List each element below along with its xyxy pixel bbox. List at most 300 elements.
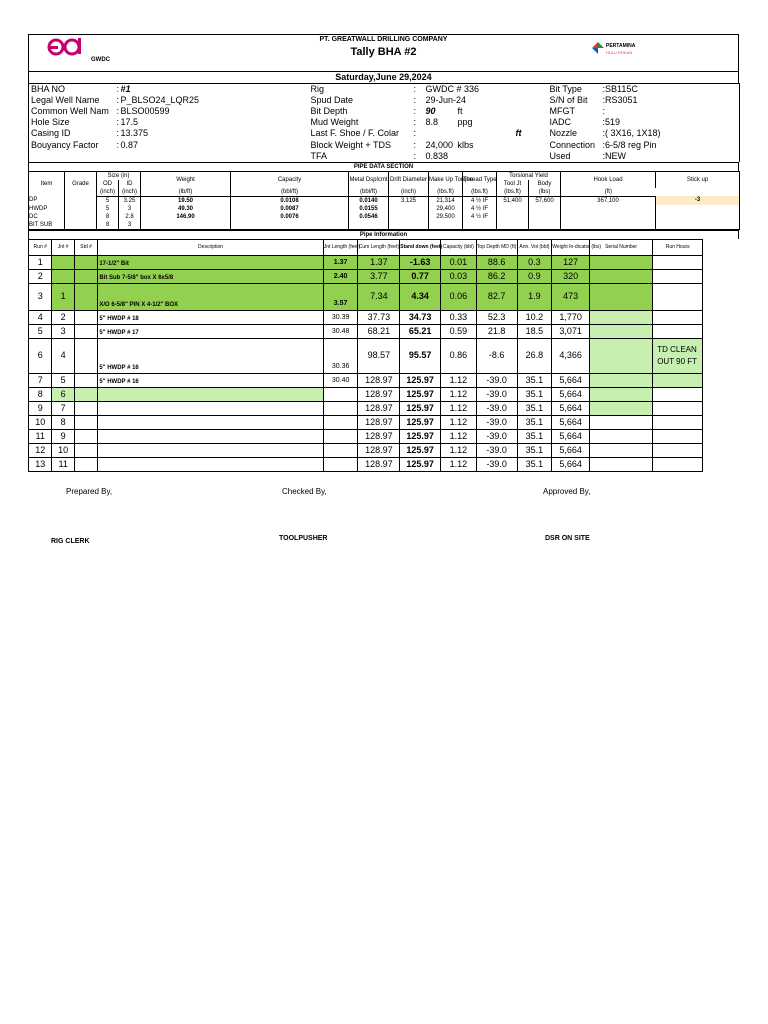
tally-header-cell: Capacity (bbl) xyxy=(441,239,477,255)
pipe-data-cell: 0.0076 xyxy=(231,213,349,221)
tally-cell: 0.59 xyxy=(441,324,477,338)
dsr-label: DSR ON SITE xyxy=(545,535,590,542)
pipe-header-cell: Item xyxy=(29,171,65,196)
tally-row xyxy=(29,283,739,310)
tally-cell: 18.5 xyxy=(517,324,552,338)
info-cell: 90 xyxy=(425,106,436,117)
tally-cell: 125.97 xyxy=(400,415,441,429)
info-cell xyxy=(29,151,115,162)
pipe-data-cell: 8 xyxy=(97,221,119,230)
tally-row xyxy=(29,255,739,269)
pipe-data-table xyxy=(28,171,740,230)
pipe-data-cell xyxy=(389,221,429,230)
tally-cell: 0.9 xyxy=(517,269,552,283)
info-cell: : xyxy=(413,84,417,95)
info-row xyxy=(29,95,740,106)
tally-cell: 35.1 xyxy=(517,429,552,443)
tally-cell: -1.63 xyxy=(400,255,441,269)
tally-cell: 52.3 xyxy=(476,310,517,324)
tally-cell: 320 xyxy=(552,269,590,283)
tally-cell: 82.7 xyxy=(476,283,517,310)
tally-cell: X/O 6-5/8" PIN X 4-1/2" BOX xyxy=(98,283,323,310)
tally-cell: 128.97 xyxy=(358,387,400,401)
tally-cell: 0.06 xyxy=(441,283,477,310)
pipe-data-row xyxy=(29,196,740,205)
info-cell: : xyxy=(116,95,120,106)
pipe-data-cell: DP xyxy=(29,196,65,205)
pipe-data-cell: 3 xyxy=(119,205,141,213)
tally-cell: 1,770 xyxy=(552,310,590,324)
tally-row xyxy=(29,415,739,429)
tally-header-cell: Jnt # xyxy=(52,239,74,255)
tally-row xyxy=(29,373,739,387)
serial-number-cell xyxy=(589,429,652,443)
info-cell: : xyxy=(116,84,120,95)
tally-row xyxy=(29,338,739,373)
tally-cell: 125.97 xyxy=(400,443,441,457)
info-cell: Bouyancy Factor xyxy=(31,139,99,150)
tally-cell: 8 xyxy=(52,415,74,429)
tally-cell: 127 xyxy=(552,255,590,269)
info-cell xyxy=(119,151,309,162)
pertamina-sub: HULU ROKAN xyxy=(606,50,633,55)
sheet-title: Tally BHA #2 xyxy=(350,46,417,58)
tally-cell: 10 xyxy=(29,415,52,429)
run-hours-cell xyxy=(653,269,703,283)
serial-number-cell xyxy=(589,387,652,401)
pipe-data-cell: 21,314 xyxy=(429,196,463,205)
serial-number-cell xyxy=(589,310,652,324)
tally-header-cell: Top Depth MD (ft) xyxy=(476,239,517,255)
pipe-unit-cell: (lbs) xyxy=(529,188,561,197)
info-cell: Last F. Shoe / F. Colar xyxy=(310,128,400,139)
info-cell: 24,000 xyxy=(425,139,454,150)
pipe-data-cell: HWDP xyxy=(29,205,65,213)
pipe-unit-cell: (lbs.ft) xyxy=(497,188,529,197)
info-row xyxy=(29,106,740,117)
tally-cell: 473 xyxy=(552,283,590,310)
run-hours-cell xyxy=(653,373,703,387)
info-cell: Nozzle xyxy=(549,128,578,139)
tally-cell xyxy=(98,387,323,401)
info-cell: ft xyxy=(457,106,463,117)
pipe-data-cell: 3.25 xyxy=(119,196,141,205)
tally-cell: 98.57 xyxy=(358,338,400,373)
pipe-header-cell: Stick up xyxy=(656,171,740,188)
tally-cell: 3.77 xyxy=(358,269,400,283)
pipe-data-cell xyxy=(231,221,349,230)
tally-cell: 125.97 xyxy=(400,401,441,415)
pipe-unit-cell: (inch) xyxy=(119,188,141,197)
tally-cell xyxy=(74,310,97,324)
serial-number-cell xyxy=(589,401,652,415)
tally-cell: 17-1/2" Bit xyxy=(98,255,323,269)
bha-info-table xyxy=(28,83,740,162)
pipe-header-row xyxy=(29,171,740,180)
pipe-data-cell: 367,100 xyxy=(561,196,656,205)
info-cell: :RS3051 xyxy=(602,95,638,106)
tally-cell: 128.97 xyxy=(358,415,400,429)
serial-number-cell xyxy=(589,457,652,471)
tally-cell: 10.2 xyxy=(517,310,552,324)
pipe-subheader-cell: Tool Jt xyxy=(497,180,529,188)
tally-cell xyxy=(74,283,97,310)
sheet-header xyxy=(28,34,739,71)
tally-cell: 5" HWDP # 16 xyxy=(98,373,323,387)
tally-cell: 35.1 xyxy=(517,373,552,387)
pipe-subheader-cell: Body xyxy=(529,180,561,188)
serial-number-cell xyxy=(589,415,652,429)
tally-cell: 7 xyxy=(29,373,52,387)
tally-cell: 5,664 xyxy=(552,415,590,429)
pipe-data-cell: DC xyxy=(29,213,65,221)
info-cell: :( 3X16, 1X18) xyxy=(602,128,661,139)
pipe-data-cell: 5 xyxy=(97,196,119,205)
info-cell: 0.838 xyxy=(425,150,449,161)
tally-cell xyxy=(74,457,97,471)
tally-cell xyxy=(98,457,323,471)
tally-header-cell: Weight In-dicator (lbs) xyxy=(552,239,590,255)
pipe-header-cell: Make Up Torque xyxy=(429,171,463,188)
tally-cell: 12 xyxy=(29,443,52,457)
pipe-data-cell: 4 ½ IF xyxy=(463,205,497,213)
tally-header-cell: Run # xyxy=(29,239,52,255)
pipe-data-cell xyxy=(497,221,529,230)
run-hours-cell xyxy=(653,415,703,429)
tally-cell xyxy=(74,443,97,457)
pipe-data-cell xyxy=(561,213,656,221)
info-cell: : xyxy=(116,139,120,150)
pipe-data-cell xyxy=(656,205,740,213)
info-cell: 0.87 xyxy=(120,139,139,150)
tally-cell: 7 xyxy=(52,401,74,415)
info-cell: Hole Size xyxy=(31,117,70,128)
tally-cell: 3.57 xyxy=(323,283,358,310)
pipe-data-cell xyxy=(349,221,389,230)
tally-cell xyxy=(323,443,358,457)
run-hours-cell xyxy=(653,457,703,471)
pipe-data-cell xyxy=(65,196,97,205)
pipe-data-cell xyxy=(141,221,231,230)
tally-row xyxy=(29,269,739,283)
pipe-data-row xyxy=(29,213,740,221)
info-cell: Casing ID xyxy=(31,128,71,139)
tally-cell: 3,071 xyxy=(552,324,590,338)
pipe-data-cell: 29,400 xyxy=(429,205,463,213)
pipe-data-cell: 0.0087 xyxy=(231,205,349,213)
tally-cell: 11 xyxy=(29,429,52,443)
pipe-unit-cell: (lbs.ft) xyxy=(429,188,463,197)
pipe-header-cell: Weight xyxy=(141,171,231,188)
tally-row xyxy=(29,324,739,338)
tally-cell: 6 xyxy=(29,338,52,373)
pipe-data-cell xyxy=(529,221,561,230)
tally-cell: 0.86 xyxy=(441,338,477,373)
serial-number-cell xyxy=(589,338,652,373)
pipe-header-cell: Size (in) xyxy=(97,171,141,180)
tally-cell: 26.8 xyxy=(517,338,552,373)
info-row xyxy=(29,151,740,162)
tally-header-cell: Ann. Vol (bbl) xyxy=(517,239,552,255)
pipe-data-cell: -3 xyxy=(656,196,740,205)
info-cell: 29-Jun-24 xyxy=(425,95,467,106)
info-cell: Spud Date xyxy=(310,95,354,106)
info-cell: : xyxy=(413,95,417,106)
tally-header-row xyxy=(29,239,739,255)
pipe-data-cell xyxy=(656,213,740,221)
run-hours-cell xyxy=(653,429,703,443)
tally-cell: 3 xyxy=(52,324,74,338)
tally-cell: -39.0 xyxy=(476,387,517,401)
info-cell xyxy=(456,151,548,162)
tally-cell: 5" HWDP # 17 xyxy=(98,324,323,338)
tally-cell xyxy=(98,401,323,415)
tally-cell: 34.73 xyxy=(400,310,441,324)
tally-cell xyxy=(74,415,97,429)
pipe-unit-cell: (ft) xyxy=(561,188,656,197)
pipe-unit-cell: (lb/ft) xyxy=(141,188,231,197)
tally-cell: -39.0 xyxy=(476,373,517,387)
tally-cell: 35.1 xyxy=(517,387,552,401)
tally-cell: 0.03 xyxy=(441,269,477,283)
run-hours-cell xyxy=(653,324,703,338)
pipe-data-cell xyxy=(463,221,497,230)
pipe-data-cell: 3.125 xyxy=(389,196,429,205)
run-hours-cell xyxy=(653,255,703,269)
serial-number-cell xyxy=(589,443,652,457)
info-cell: Block Weight + TDS xyxy=(310,139,391,150)
tally-row xyxy=(29,429,739,443)
info-cell: BLSO00599 xyxy=(120,106,170,117)
info-cell: MFGT xyxy=(549,106,575,117)
tally-cell: 4 xyxy=(52,338,74,373)
tally-cell: 7.34 xyxy=(358,283,400,310)
tally-row xyxy=(29,387,739,401)
tally-cell: 65.21 xyxy=(400,324,441,338)
info-cell: #1 xyxy=(120,84,131,95)
tally-cell: 0.3 xyxy=(517,255,552,269)
info-row xyxy=(29,128,740,139)
info-cell: :519 xyxy=(602,117,621,128)
pipe-data-cell: 57,600 xyxy=(529,196,561,205)
tally-cell: 5 xyxy=(52,373,74,387)
tally-cell: 1.12 xyxy=(441,429,477,443)
run-hours-cell xyxy=(653,401,703,415)
tally-cell: 2.40 xyxy=(323,269,358,283)
info-cell: TFA xyxy=(310,150,328,161)
tally-cell: -8.6 xyxy=(476,338,517,373)
pipe-unit-cell: (lbs.ft) xyxy=(463,188,497,197)
tally-header-cell: Serial Number xyxy=(589,239,652,255)
tally-cell: 86.2 xyxy=(476,269,517,283)
tally-cell: -39.0 xyxy=(476,443,517,457)
tally-cell xyxy=(74,387,97,401)
serial-number-cell xyxy=(589,269,652,283)
tally-cell: 30.39 xyxy=(323,310,358,324)
info-row xyxy=(29,139,740,150)
info-cell: IADC xyxy=(549,117,572,128)
info-cell: : xyxy=(602,106,606,117)
info-cell: Bit Depth xyxy=(310,106,348,117)
info-cell: ft xyxy=(515,128,522,139)
pertamina-name: PERTAMINA xyxy=(606,43,636,49)
tally-header-cell: Cum Length (feet) xyxy=(358,239,400,255)
run-hours-cell xyxy=(653,310,703,324)
pipe-data-cell xyxy=(389,205,429,213)
tally-cell xyxy=(74,373,97,387)
info-cell: Mud Weight xyxy=(310,117,359,128)
pipe-data-cell: 0.0108 xyxy=(231,196,349,205)
info-cell: P_BLSO24_LQR25 xyxy=(120,95,200,106)
tally-cell: 5,664 xyxy=(552,429,590,443)
pipe-header-cell: Thread Type xyxy=(463,171,497,188)
pipe-info-title: Pipe Information xyxy=(28,230,739,239)
tally-cell xyxy=(74,429,97,443)
info-cell: Bit Type xyxy=(549,84,582,95)
tally-cell: 1.12 xyxy=(441,373,477,387)
info-cell xyxy=(424,128,456,139)
pipe-data-cell: 51,400 xyxy=(497,196,529,205)
info-cell: Rig xyxy=(310,84,325,95)
serial-number-cell xyxy=(589,255,652,269)
tally-cell: 128.97 xyxy=(358,457,400,471)
serial-number-cell xyxy=(589,283,652,310)
pipe-data-cell xyxy=(561,221,656,230)
tally-cell: 3 xyxy=(29,283,52,310)
tally-cell xyxy=(323,387,358,401)
tally-cell: 5 xyxy=(29,324,52,338)
rig-clerk-label: RIG CLERK xyxy=(51,538,90,545)
tally-cell: Bit Sub 7-5/8" box X 6x5/8 xyxy=(98,269,323,283)
tally-header-cell: Jnt Length (feet) xyxy=(323,239,358,255)
tally-cell: 10 xyxy=(52,443,74,457)
tally-cell: 37.73 xyxy=(358,310,400,324)
pipe-unit-cell: (inch) xyxy=(389,188,429,197)
tally-cell: 35.1 xyxy=(517,401,552,415)
pipe-data-cell xyxy=(529,213,561,221)
tally-cell: 5,664 xyxy=(552,387,590,401)
pipe-header-cell: Hook Load xyxy=(561,171,656,188)
tally-cell: 128.97 xyxy=(358,401,400,415)
pipe-data-cell: 29,500 xyxy=(429,213,463,221)
tally-cell: 128.97 xyxy=(358,429,400,443)
run-hours-cell xyxy=(653,283,703,310)
pipe-data-row xyxy=(29,205,740,213)
tally-cell: 30.40 xyxy=(323,373,358,387)
prepared-by-label: Prepared By, xyxy=(66,487,113,496)
tally-cell: 5,664 xyxy=(552,401,590,415)
pipe-data-title: PIPE DATA SECTION xyxy=(28,162,739,171)
pipe-data-cell: 8 xyxy=(97,213,119,221)
info-cell: 17.5 xyxy=(120,117,139,128)
tally-cell xyxy=(323,429,358,443)
tally-cell: 125.97 xyxy=(400,429,441,443)
tally-cell: 128.97 xyxy=(358,373,400,387)
info-row xyxy=(29,117,740,128)
tally-cell: 1.12 xyxy=(441,387,477,401)
pipe-data-cell: 4 ½ IF xyxy=(463,196,497,205)
pipe-unit-cell: (inch) xyxy=(97,188,119,197)
tally-row xyxy=(29,310,739,324)
logo-text: GWDC xyxy=(91,57,110,63)
tally-cell xyxy=(52,255,74,269)
pipe-header-cell: Grade xyxy=(65,171,97,196)
tally-cell: -39.0 xyxy=(476,457,517,471)
pipe-data-cell: 3 xyxy=(119,221,141,230)
tally-cell: 8 xyxy=(29,387,52,401)
tally-cell: 13 xyxy=(29,457,52,471)
pipe-data-cell: 19.50 xyxy=(141,196,231,205)
tally-cell: 21.8 xyxy=(476,324,517,338)
tally-cell xyxy=(98,415,323,429)
tally-cell: 1.12 xyxy=(441,415,477,429)
tally-cell: 30.36 xyxy=(323,338,358,373)
tally-cell xyxy=(323,401,358,415)
td-clean-note: TD CLEAN OUT 90 FT xyxy=(653,338,703,373)
tally-cell: 125.97 xyxy=(400,457,441,471)
tally-cell: 4 xyxy=(29,310,52,324)
tally-cell: 6 xyxy=(52,387,74,401)
tally-cell: 95.57 xyxy=(400,338,441,373)
tally-cell xyxy=(98,429,323,443)
pipe-data-cell: 4 ½ IF xyxy=(463,213,497,221)
tally-row xyxy=(29,443,739,457)
run-hours-cell xyxy=(653,387,703,401)
tally-cell: 11 xyxy=(52,457,74,471)
pipe-data-cell xyxy=(65,205,97,213)
tally-cell: 35.1 xyxy=(517,457,552,471)
tally-cell: 1 xyxy=(29,255,52,269)
tally-cell: 5,664 xyxy=(552,443,590,457)
tally-sheet xyxy=(28,34,739,472)
info-cell: : xyxy=(116,128,120,139)
tally-cell: 30.48 xyxy=(323,324,358,338)
tally-cell: 9 xyxy=(52,429,74,443)
info-cell: Connection xyxy=(549,139,596,150)
pipe-subheader-cell: ID xyxy=(119,180,141,188)
pipe-unit-row xyxy=(29,188,740,197)
info-cell: : xyxy=(413,150,417,161)
tally-cell: 2 xyxy=(29,269,52,283)
tally-cell: 1.12 xyxy=(441,401,477,415)
report-date: Saturday,June 29,2024 xyxy=(28,71,739,83)
info-cell: klbs xyxy=(457,139,474,150)
info-cell: : xyxy=(413,117,417,128)
tally-cell: 35.1 xyxy=(517,443,552,457)
info-cell: :SB115C xyxy=(602,84,638,95)
pipe-data-cell: 49.30 xyxy=(141,205,231,213)
tally-cell: 4,366 xyxy=(552,338,590,373)
tally-row xyxy=(29,401,739,415)
info-cell: Legal Well Name xyxy=(31,95,100,106)
tally-cell: 4.34 xyxy=(400,283,441,310)
tally-cell: 0.77 xyxy=(400,269,441,283)
info-cell: :NEW xyxy=(602,150,626,161)
pipe-data-cell xyxy=(65,213,97,221)
info-cell: : xyxy=(116,106,120,117)
toolpusher-label: TOOLPUSHER xyxy=(279,535,328,542)
tally-cell: 35.1 xyxy=(517,415,552,429)
tally-header-cell: Stand down (feet) xyxy=(400,239,441,255)
tally-cell xyxy=(74,255,97,269)
tally-cell: 1.9 xyxy=(517,283,552,310)
tally-cell xyxy=(323,415,358,429)
pipe-header-cell: Torsional Yield xyxy=(497,171,561,180)
info-cell xyxy=(456,95,548,106)
pipe-data-cell xyxy=(529,205,561,213)
info-cell: :6-5/8 reg Pin xyxy=(602,139,657,150)
pipe-header-cell: Metal Dsplcmt xyxy=(349,171,389,188)
